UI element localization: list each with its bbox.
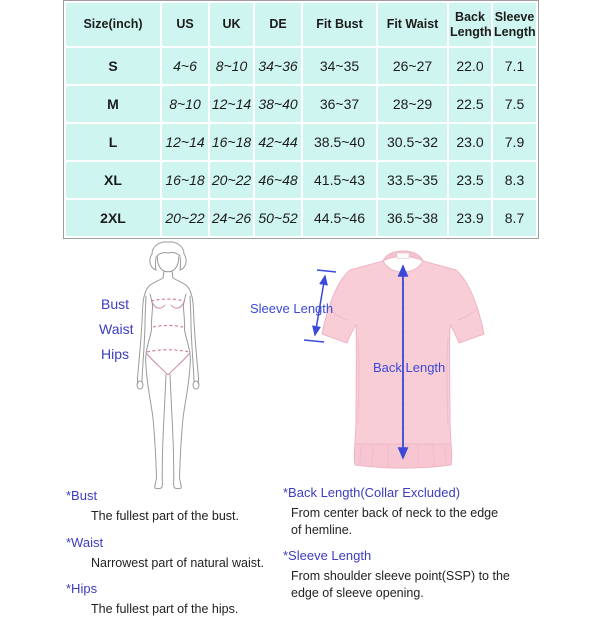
cell-sleeve-length: 7.5 [492, 85, 537, 123]
sleeve-arrow-top-tick [317, 270, 336, 272]
cell-size: L [65, 123, 161, 161]
waist-dashed-line [153, 326, 183, 328]
cell-uk: 12~14 [209, 85, 254, 123]
table-row-2xl [65, 199, 537, 237]
cell-fit-waist: 36.5~38 [377, 199, 448, 237]
cell-size: 2XL [65, 199, 161, 237]
cell-fit-bust: 34~35 [302, 47, 377, 85]
cell-back-length: 23.9 [448, 199, 492, 237]
cell-de: 46~48 [254, 161, 302, 199]
table-row-m [65, 85, 537, 123]
table-row-s [65, 47, 537, 85]
col-header-size: Size(inch) [65, 2, 161, 47]
bust-definition-desc: The fullest part of the bust. [91, 509, 239, 524]
cell-size: S [65, 47, 161, 85]
left-torso-side [146, 294, 153, 366]
cell-de: 50~52 [254, 199, 302, 237]
sleeve-length-definition-desc [291, 568, 528, 601]
hips-definition-title: *Hips [66, 581, 98, 597]
cell-fit-waist: 28~29 [377, 85, 448, 123]
cell-us: 4~6 [161, 47, 209, 85]
bust-dashed-line [151, 299, 185, 301]
cell-back-length: 22.0 [448, 47, 492, 85]
measurement-dashed-lines [147, 299, 189, 352]
cell-fit-bust: 36~37 [302, 85, 377, 123]
cell-sleeve-length: 8.3 [492, 161, 537, 199]
right-torso-side [183, 294, 190, 366]
hair-outline [150, 242, 186, 270]
cell-de: 42~44 [254, 123, 302, 161]
cell-de: 38~40 [254, 85, 302, 123]
bikini-outline [147, 302, 189, 375]
cell-sleeve-length: 8.7 [492, 199, 537, 237]
cell-us: 12~14 [161, 123, 209, 161]
sleeve-length-desc-line2: edge of sleeve opening. [291, 585, 424, 600]
left-leg-inner [162, 375, 166, 478]
size-chart-table [64, 1, 538, 238]
cell-sleeve-length: 7.1 [492, 47, 537, 85]
cell-size: M [65, 85, 161, 123]
cell-uk: 8~10 [209, 47, 254, 85]
back-length-desc-line2: of hemline. [291, 522, 353, 537]
col-header-sleeve-length: Sleeve Length [492, 2, 537, 47]
cell-back-length: 23.5 [448, 161, 492, 199]
cell-uk: 24~26 [209, 199, 254, 237]
bust-label: Bust [101, 296, 130, 312]
bust-definition-title: *Bust [66, 488, 98, 503]
definitions-left-column [66, 487, 281, 627]
cell-uk: 16~18 [209, 123, 254, 161]
size-chart-table-wrap [63, 0, 539, 239]
neck-tag [397, 253, 409, 259]
sleeve-length-annotation: Sleeve Length [250, 301, 334, 316]
hips-definition-desc: The fullest part of the hips. [91, 602, 239, 617]
col-header-fit-bust: Fit Bust [302, 2, 377, 47]
cell-back-length: 22.5 [448, 85, 492, 123]
cell-fit-bust: 38.5~40 [302, 123, 377, 161]
cell-fit-bust: 44.5~46 [302, 199, 377, 237]
col-header-de: DE [254, 2, 302, 47]
waist-definition-title: *Waist [66, 534, 104, 550]
woman-outline [137, 242, 199, 489]
back-length-desc-line1: From center back of neck to the edge [291, 506, 499, 521]
cell-sleeve-length: 7.9 [492, 123, 537, 161]
hips-dashed-line [147, 350, 189, 352]
left-leg-outer [146, 366, 157, 478]
col-header-back-length: Back Length [448, 2, 492, 47]
right-hand [193, 381, 199, 389]
table-row-l [65, 123, 537, 161]
col-header-uk: UK [209, 2, 254, 47]
cell-uk: 20~22 [209, 161, 254, 199]
sleeve-length-definition-title: *Sleeve Length [283, 548, 372, 564]
bikini-bottom [147, 354, 189, 375]
body-measurement-figure [128, 240, 208, 492]
right-leg-outer [180, 366, 191, 478]
back-length-definition-desc [291, 505, 528, 538]
left-hand [137, 381, 143, 389]
back-length-definition-title: *Back Length(Collar Excluded) [283, 485, 461, 500]
cell-fit-waist: 33.5~35 [377, 161, 448, 199]
hips-label: Hips [101, 346, 130, 362]
col-header-fit-waist: Fit Waist [377, 2, 448, 47]
waist-label: Waist [99, 321, 134, 337]
waist-definition-desc: Narrowest part of natural waist. [91, 555, 264, 570]
cell-us: 8~10 [161, 85, 209, 123]
cell-us: 20~22 [161, 199, 209, 237]
cell-fit-bust: 41.5~43 [302, 161, 377, 199]
bra-cups [152, 302, 184, 308]
col-header-us: US [161, 2, 209, 47]
definitions-right-column [283, 484, 528, 610]
sleeve-length-desc-line1: From shoulder sleeve point(SSP) to the [291, 569, 510, 584]
cell-de: 34~36 [254, 47, 302, 85]
cell-back-length: 23.0 [448, 123, 492, 161]
table-header-row [65, 2, 537, 47]
sleeve-arrow-bottom-tick [304, 340, 324, 342]
table-row-xl [65, 161, 537, 199]
cell-fit-waist: 30.5~32 [377, 123, 448, 161]
cell-us: 16~18 [161, 161, 209, 199]
cell-fit-waist: 26~27 [377, 47, 448, 85]
cell-size: XL [65, 161, 161, 199]
back-length-annotation: Back Length [373, 360, 446, 375]
right-leg-inner [170, 375, 174, 478]
face-outline [157, 257, 178, 272]
